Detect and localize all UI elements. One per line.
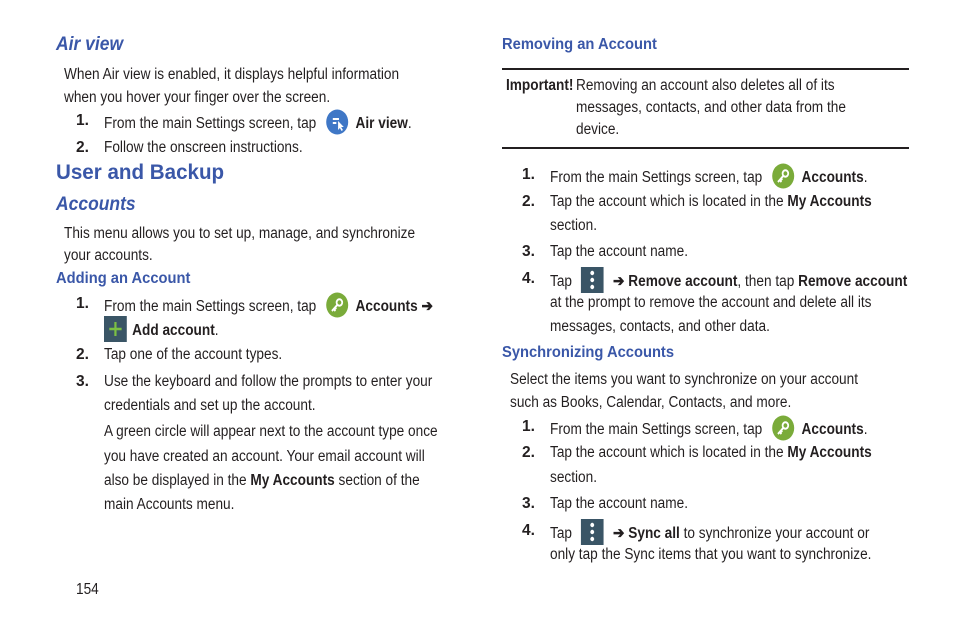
accounts-label: Accounts	[355, 298, 418, 315]
air-view-settings-icon	[325, 109, 348, 142]
step-number: 3.	[522, 243, 535, 260]
add-step2: Tap one of the account types.	[104, 346, 283, 363]
adding-account-heading: Adding an Account	[56, 270, 191, 287]
note-line3	[104, 469, 420, 492]
divider	[502, 68, 909, 70]
add-step3-line1: Use the keyboard and follow the prompts to enter your	[104, 373, 433, 390]
step-text: From the main Settings screen, tap	[104, 115, 317, 132]
air-view-heading: Air view	[56, 34, 124, 55]
step-text: Tap the account which is located in the	[550, 193, 784, 210]
accounts-settings-icon	[325, 292, 348, 325]
divider	[502, 147, 909, 149]
step-number: 2.	[522, 444, 535, 461]
step-text: Tap	[550, 273, 572, 290]
sync-paragraph-line1: Select the items you want to synchronize on your account	[510, 371, 859, 388]
note-text: section of the	[338, 472, 420, 489]
removing-account-heading: Removing an Account	[502, 36, 657, 53]
remove-step4-line2: at the prompt to remove the account and delete all its	[550, 294, 872, 311]
sync-paragraph-line2: such as Books, Calendar, Contacts, and more.	[510, 394, 792, 411]
air-view-step2: Follow the onscreen instructions.	[104, 139, 303, 156]
air-view-label: Air view	[355, 115, 408, 132]
my-accounts-label: My Accounts	[787, 444, 872, 461]
add-step1-line2: Add account.	[104, 316, 219, 349]
air-view-paragraph-line1: When Air view is enabled, it displays helpful information	[64, 66, 400, 83]
accounts-heading: Accounts	[56, 194, 136, 215]
step-text: From the main Settings screen, tap	[104, 298, 317, 315]
step-text: Tap the account which is located in the	[550, 444, 784, 461]
sync-step4-line2: only tap the Sync items that you want to synchronize.	[550, 546, 872, 563]
sync-all-label: Sync all	[628, 525, 680, 542]
sync-accounts-heading: Synchronizing Accounts	[502, 344, 675, 361]
step-number: 2.	[522, 193, 535, 210]
add-account-label: Add account	[132, 322, 215, 339]
step-number: 4.	[522, 522, 535, 539]
remove-step4-line3: messages, contacts, and other data.	[550, 318, 770, 335]
step-number: 1.	[522, 418, 535, 435]
page-number: 154	[76, 581, 99, 598]
remove-step1: From the main Settings screen, tap Accounts.	[550, 163, 867, 196]
accounts-label: Accounts	[801, 421, 864, 438]
my-accounts-label: My Accounts	[250, 472, 335, 489]
important-line3: device.	[576, 121, 620, 138]
air-view-step1: From the main Settings screen, tap Air view.	[104, 109, 412, 142]
sync-step2-line2: section.	[550, 469, 598, 486]
step-number: 1.	[522, 166, 535, 183]
step-text: Tap	[550, 525, 572, 542]
step-number: 3.	[522, 495, 535, 512]
remove-step2-line2: section.	[550, 217, 598, 234]
arrow-icon: ➔	[613, 273, 625, 290]
sync-step1: From the main Settings screen, tap Accounts.	[550, 415, 867, 448]
note-text: also be displayed in the	[104, 472, 247, 489]
step-text: From the main Settings screen, tap	[550, 169, 763, 186]
important-label-text: Important!	[506, 77, 574, 94]
step-text: From the main Settings screen, tap	[550, 421, 763, 438]
sync-step3: Tap the account name.	[550, 495, 689, 512]
remove-step3: Tap the account name.	[550, 243, 689, 260]
accounts-label: Accounts	[801, 169, 864, 186]
step-text: , then tap	[737, 273, 795, 290]
note-line4: main Accounts menu.	[104, 496, 235, 513]
step-number: 2.	[76, 346, 89, 363]
important-line1: Removing an account also deletes all of its	[576, 77, 835, 94]
step-text: to synchronize your account or	[683, 525, 870, 542]
important-label	[506, 74, 573, 97]
important-line2: messages, contacts, and other data from the	[576, 99, 846, 116]
step-number: 2.	[76, 139, 89, 156]
sync-step2-line1	[550, 441, 872, 464]
accounts-paragraph-line1: This menu allows you to set up, manage, and synchronize	[64, 225, 416, 242]
arrow-icon: ➔	[613, 525, 625, 542]
user-and-backup-heading: User and Backup	[56, 161, 225, 184]
air-view-paragraph-line2: when you hover your finger over the screen.	[64, 89, 331, 106]
add-step3-line2: credentials and set up the account.	[104, 397, 316, 414]
remove-account-label: Remove account	[798, 273, 908, 290]
remove-step2-line1	[550, 190, 872, 213]
remove-account-label: Remove account	[628, 273, 738, 290]
step-number: 1.	[76, 112, 89, 129]
note-line2: you have created an account. Your email account will	[104, 448, 425, 465]
arrow-icon: ➔	[421, 298, 433, 315]
note-line1: A green circle will appear next to the account type once	[104, 423, 438, 440]
step-number: 1.	[76, 295, 89, 312]
step-number: 4.	[522, 270, 535, 287]
accounts-paragraph-line2: your accounts.	[64, 247, 153, 264]
step-number: 3.	[76, 373, 89, 390]
my-accounts-label: My Accounts	[787, 193, 872, 210]
